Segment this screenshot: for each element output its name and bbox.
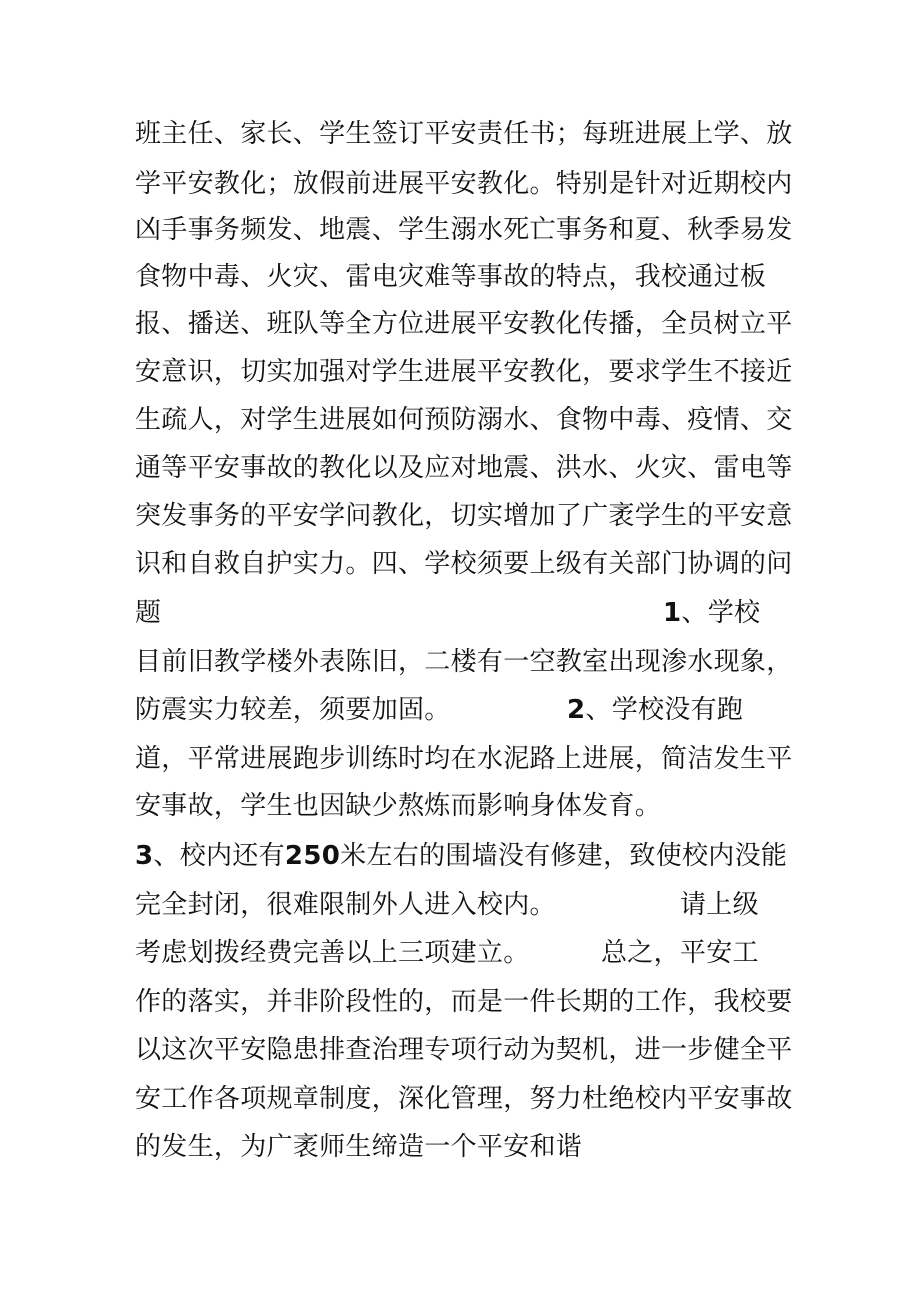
- line-text: 完全封闭，很难限制外人进入校内。: [135, 890, 556, 920]
- summary-text: 总之，平安工: [601, 938, 759, 968]
- paragraph-line: [135, 840, 815, 872]
- list-text: 米左右的围墙没有修建，致使校内没能: [340, 841, 788, 871]
- paragraph-line: 目前旧教学楼外表陈旧，二楼有一空教室出现渗水现象，: [135, 647, 793, 677]
- paragraph-line: [135, 597, 815, 629]
- paragraph-line: 突发事务的平安学问教化，切实增加了广袤学生的平安意: [135, 501, 793, 531]
- paragraph-line: 通等平安事故的教化以及应对地震、洪水、火灾、雷电等: [135, 453, 793, 483]
- list-text: 、学校没有跑: [585, 695, 744, 725]
- paragraph-line: 以这次平安隐患排查治理专项行动为契机，进一步健全平: [135, 1035, 793, 1065]
- paragraph-line: 学平安教化；放假前进展平安教化。特别是针对近期校内: [135, 169, 793, 199]
- list-item-2: [567, 694, 743, 726]
- line-text: 考虑划拨经费完善以上三项建立。: [135, 938, 530, 968]
- list-number: 1: [663, 598, 682, 628]
- paragraph-line: 安意识，切实加强对学生进展平安教化，要求学生不接近: [135, 357, 793, 387]
- paragraph-line: 班主任、家长、学生签订平安责任书；每班进展上学、放: [135, 119, 793, 149]
- paragraph-line: 安工作各项规章制度，深化管理，努力杜绝校内平安事故: [135, 1084, 793, 1114]
- request-text: 请上级: [680, 890, 759, 920]
- list-number: 2: [567, 695, 586, 725]
- paragraph-line: [135, 889, 815, 921]
- paragraph-line: 道，平常进展跑步训练时均在水泥路上进展，简洁发生平: [135, 744, 793, 774]
- paragraph-line: 报、播送、班队等全方位进展平安教化传播，全员树立平: [135, 309, 793, 339]
- paragraph-line: 作的落实，并非阶段性的，而是一件长期的工作，我校要: [135, 987, 793, 1017]
- paragraph-line: 食物中毒、火灾、雷电灾难等事故的特点，我校通过板: [135, 262, 767, 292]
- paragraph-line: 凶手事务频发、地震、学生溺水死亡事务和夏、秋季易发: [135, 215, 793, 245]
- list-item-1: [663, 597, 760, 629]
- paragraph-line: 的发生，为广袤师生缔造一个平安和谐: [135, 1132, 583, 1162]
- quantity-number: 250: [284, 841, 341, 871]
- paragraph-line: 生疏人，对学生进展如何预防溺水、食物中毒、疫情、交: [135, 405, 793, 435]
- list-number: 3: [135, 841, 154, 871]
- paragraph-line: 识和自救自护实力。四、学校须要上级有关部门协调的问: [135, 549, 793, 579]
- list-text: 、校内还有: [153, 841, 285, 871]
- paragraph-line: [135, 937, 815, 969]
- line-text: 题: [135, 598, 162, 628]
- line-text: 防震实力较差，须要加固。: [135, 695, 451, 725]
- paragraph-line: 安事故，学生也因缺少熬炼而影响身体发育。: [135, 791, 662, 821]
- list-text: 、学校: [681, 598, 761, 628]
- paragraph-line: [135, 694, 815, 726]
